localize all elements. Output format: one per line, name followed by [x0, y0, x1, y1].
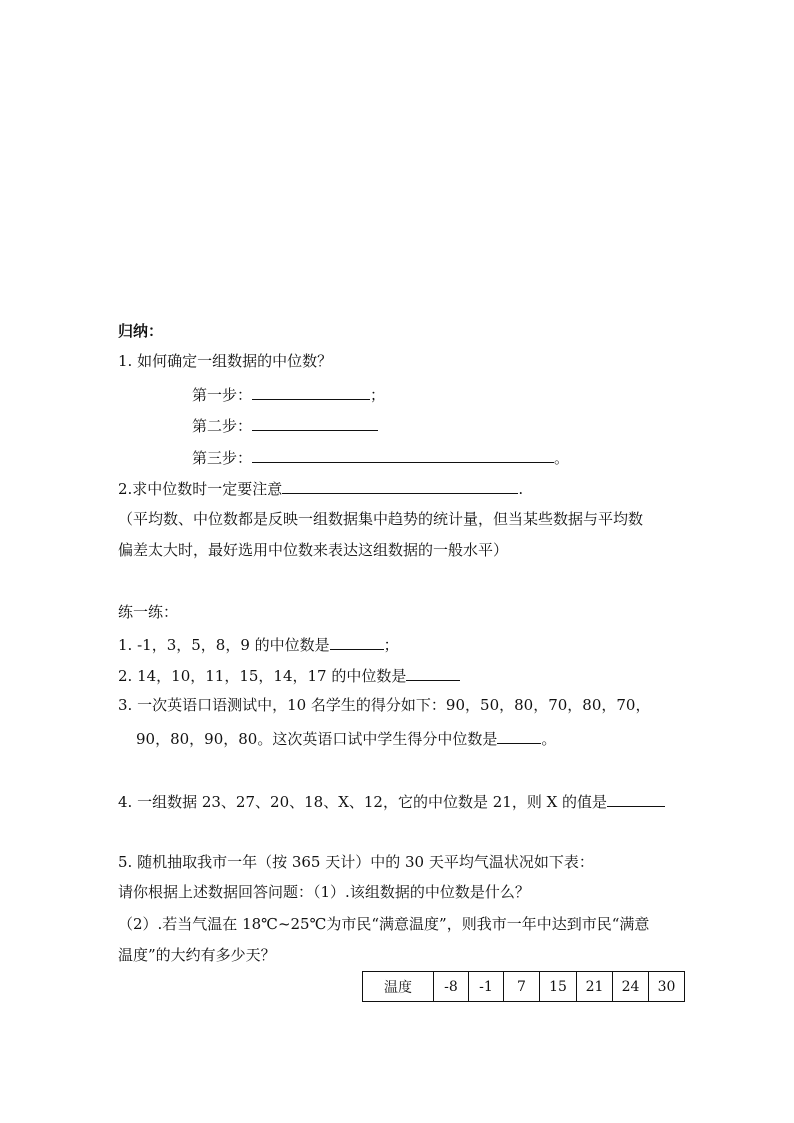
table-cell: -1: [469, 972, 504, 1002]
step-2: [192, 414, 378, 436]
practice-3-line-1: 3. 一次英语口语测试中，10 名学生的得分如下：90，50，80，70，80，70，: [118, 696, 651, 714]
practice-2-blank[interactable]: [406, 664, 460, 681]
table-cell: 24: [613, 972, 649, 1002]
practice-5-line-2: 请你根据上述数据回答问题：（1）.该组数据的中位数是什么？: [118, 883, 530, 901]
table-cell: -8: [434, 972, 469, 1002]
practice-5-line-4: 温度”的大约有多少天？: [118, 946, 276, 964]
practice-4-text: 4. 一组数据 23、27、20、18、X、12，它的中位数是 21，则 X 的值是: [118, 793, 608, 811]
step-2-blank[interactable]: [252, 414, 378, 431]
step-1-end: ；: [370, 386, 386, 404]
practice-4-blank[interactable]: [607, 790, 665, 807]
table-cell: 15: [540, 972, 577, 1002]
question-2-blank[interactable]: [282, 477, 518, 494]
question-2-text: 2.求中位数时一定要注意: [118, 480, 283, 498]
practice-1-blank[interactable]: [330, 633, 384, 650]
step-3-label: 第三步：: [192, 449, 253, 467]
table-cell: 21: [577, 972, 613, 1002]
step-3-end: 。: [554, 449, 570, 467]
practice-5-line-3: （2）.若当气温在 18℃~25℃为市民“满意温度”，则我市一年中达到市民“满意: [118, 915, 650, 933]
practice-2-text: 2. 14，10，11，15，14，17 的中位数是: [118, 667, 407, 685]
note-line-2: 偏差太大时，最好选用中位数来表达这组数据的一般水平）: [118, 541, 509, 559]
practice-1-end: ；: [383, 636, 399, 654]
table-row: [363, 972, 685, 1002]
practice-3-text: 90，80，90，80。这次英语口试中学生得分中位数是: [136, 730, 498, 748]
practice-3-end: 。: [541, 730, 557, 748]
temperature-table: [362, 971, 685, 1002]
table-cell: 7: [504, 972, 540, 1002]
step-3: [192, 446, 569, 468]
step-1: [192, 383, 385, 405]
summary-heading: 归纳：: [118, 322, 164, 340]
practice-1: [118, 633, 399, 655]
step-2-label: 第二步：: [192, 417, 253, 435]
step-3-blank[interactable]: [252, 446, 554, 463]
question-2: [118, 477, 523, 499]
table-cell: 30: [649, 972, 685, 1002]
practice-3-blank[interactable]: [497, 727, 541, 744]
practice-5-line-1: 5. 随机抽取我市一年（按 365 天计）中的 30 天平均气温状况如下表：: [118, 853, 594, 871]
question-1: 1. 如何确定一组数据的中位数？: [118, 352, 333, 370]
step-1-blank[interactable]: [252, 383, 370, 400]
practice-2: [118, 664, 460, 686]
step-1-label: 第一步：: [192, 386, 253, 404]
question-2-end: .: [518, 480, 524, 498]
practice-1-text: 1. -1，3，5，8，9 的中位数是: [118, 636, 330, 654]
practice-heading: 练一练：: [118, 603, 179, 621]
table-header-cell: 温度: [363, 972, 434, 1002]
note-line-1: （平均数、中位数都是反映一组数据集中趋势的统计量，但当某些数据与平均数: [118, 510, 644, 528]
practice-4: [118, 790, 665, 812]
practice-3-line-2: [136, 727, 556, 749]
